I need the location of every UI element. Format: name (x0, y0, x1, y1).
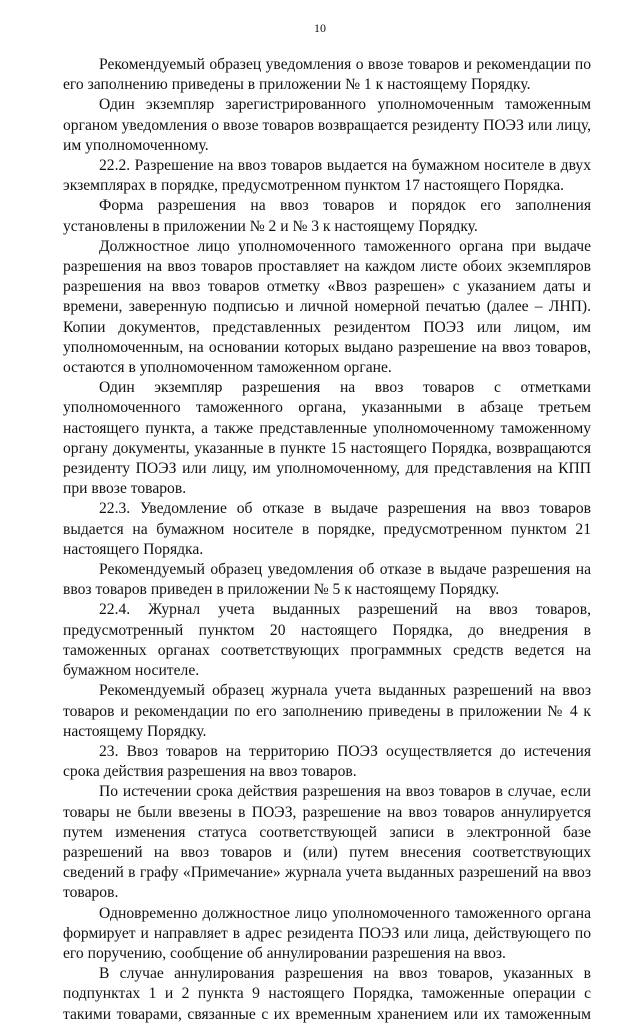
paragraph: Рекомендуемый образец уведомления о ввозе товаров и рекомендации по его заполнению приведены в приложении № 1 к настоящему Порядку. (63, 56, 591, 94)
paragraph: Рекомендуемый образец журнала учета выданных разрешений на ввоз товаров и рекомендации по его заполнению приведены в приложении № 4 к настоящему Порядку. (63, 682, 591, 740)
paragraph: Одновременно должностное лицо уполномоченного таможенного органа формирует и направляет в адрес резидента ПОЭЗ или лица, действующего по его поручению, сообщение об аннулировании разрешения на ввоз. (63, 904, 591, 962)
paragraph: Форма разрешения на ввоз товаров и порядок его заполнения установлены в приложении № 2 и № 3 к настоящему Порядку. (63, 197, 591, 235)
page-number: 10 (314, 21, 326, 35)
paragraph: По истечении срока действия разрешения на ввоз товаров в случае, если товары не были ввезены в ПОЭЗ, разрешение на ввоз товаров аннулируется путем изменения статуса соответствующей записи в электронной базе разрешений на ввоз товаров и (или) путем внесения соответствующих сведений в графу «Примечание» журнала учета выданных разрешений на ввоз товаров. (63, 783, 591, 902)
paragraph: 23. Ввоз товаров на территорию ПОЭЗ осуществляется до истечения срока действия разрешения на ввоз товаров. (63, 742, 591, 781)
paragraph: 22.4. Журнал учета выданных разрешений на ввоз товаров, предусмотренный пунктом 20 настоящего Порядка, до внедрения в таможенных органах соответствующих программных средств ведется на бумажном носителе. (63, 601, 591, 680)
document-body (63, 55, 591, 1025)
paragraph: 22.3. Уведомление об отказе в выдаче разрешения на ввоз товаров выдается на бумажном носителе в порядке, предусмотренном пунктом 21 настоящего Порядка. (63, 500, 591, 558)
paragraph: Рекомендуемый образец уведомления об отказе в выдаче разрешения на ввоз товаров приведен в приложении № 5 к настоящему Порядку. (63, 561, 591, 599)
paragraph-continued: В случае аннулирования разрешения на ввоз товаров, указанных в подпунктах 1 и 2 пункта 9 настоящего Порядка, таможенные операции с такими товарами, связанные с их временным хранением или их таможенным (63, 965, 591, 1023)
paragraph: 22.2. Разрешение на ввоз товаров выдается на бумажном носителе в двух экземплярах в порядке, предусмотренном пунктом 17 настоящего Порядка. (63, 157, 591, 195)
paragraph: Один экземпляр зарегистрированного уполномоченным таможенным органом уведомления о ввозе товаров возвращается резиденту ПОЭЗ или лицу, им уполномоченному. (63, 96, 591, 154)
paragraph: Один экземпляр разрешения на ввоз товаров с отметками уполномоченного таможенного органа, указанными в абзаце третьем настоящего пункта, а также представленные уполномоченному таможенному органу документы, указанные в пункте 15 настоящего Порядка, возвращаются резиденту ПОЭЗ или лицу, им уполномоченному, для представления на КПП при ввозе товаров. (63, 379, 591, 498)
paragraph: Должностное лицо уполномоченного таможенного органа при выдаче разрешения на ввоз товаров проставляет на каждом листе обоих экземпляров разрешения на ввоз товаров отметку «Ввоз разрешен» с указанием даты и времени, заверенную подписью и личной номерной печатью (далее – ЛНП). Копии документов, представленных резидентом ПОЭЗ или лицом, им уполномоченным, на основании которых выдано разрешение на ввоз товаров, остаются в уполномоченном таможенном органе. (63, 237, 591, 377)
